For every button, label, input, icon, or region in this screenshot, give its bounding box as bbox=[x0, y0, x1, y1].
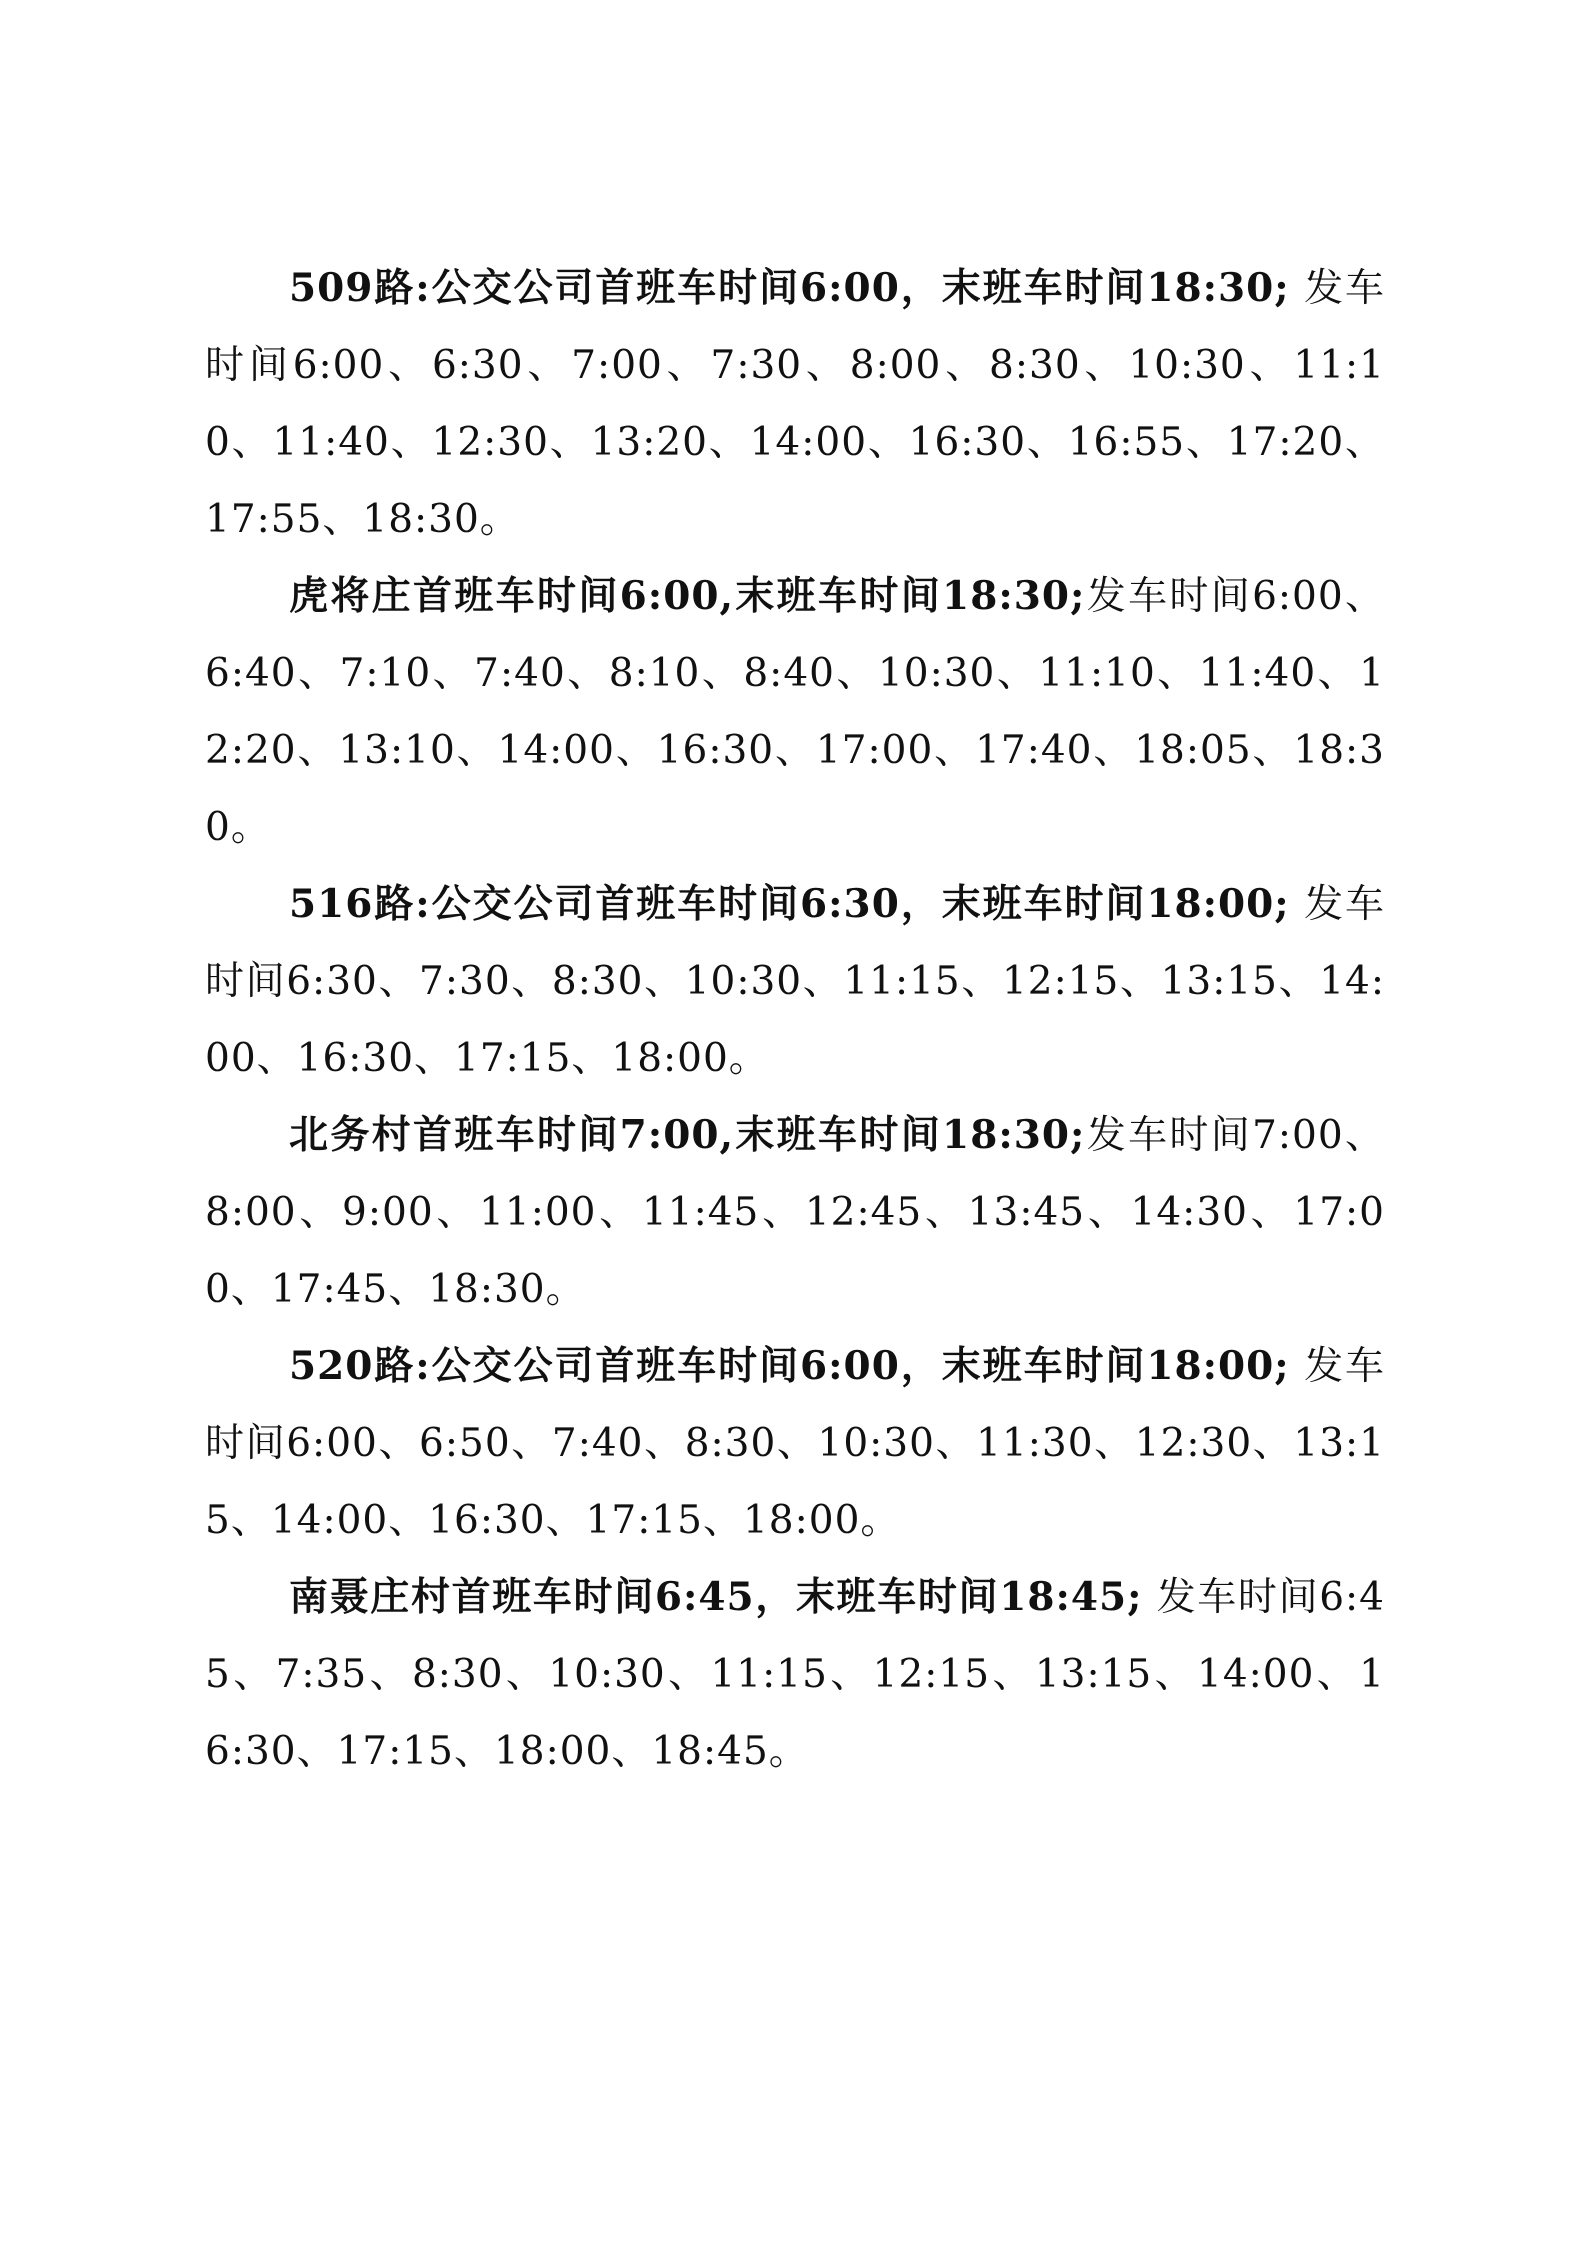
paragraph-hujiangzhuang bbox=[205, 558, 1385, 866]
paragraph-schedule: 发车时间6:00、6:30、7:00、7:30、8:00、8:30、10:30、11:10、11:40、12:30、13:20、14:00、16:30、16:55、17:20、17:55、18:30。 bbox=[205, 266, 1385, 542]
paragraph-route-516 bbox=[205, 866, 1385, 1097]
paragraph-lead: 南聂庄村首班车时间6:45，末班车时间18:45; bbox=[289, 1574, 1143, 1620]
document-body bbox=[205, 250, 1385, 1790]
paragraph-lead: 509路:公交公司首班车时间6:00，末班车时间18:30; bbox=[289, 265, 1290, 311]
paragraph-nanniezhuangcun bbox=[205, 1559, 1385, 1790]
paragraph-lead: 516路:公交公司首班车时间6:30，末班车时间18:00; bbox=[289, 881, 1290, 927]
paragraph-lead: 520路:公交公司首班车时间6:00，末班车时间18:00; bbox=[289, 1343, 1290, 1389]
paragraph-schedule: 发车时间6:00、6:40、7:10、7:40、8:10、8:40、10:30、11:10、11:40、12:20、13:10、14:00、16:30、17:00、17:40、18:05、18:30。 bbox=[205, 574, 1385, 850]
paragraph-schedule: 发车时间6:30、7:30、8:30、10:30、11:15、12:15、13:15、14:00、16:30、17:15、18:00。 bbox=[205, 882, 1385, 1081]
paragraph-route-509 bbox=[205, 250, 1385, 558]
paragraph-schedule: 发车时间7:00、8:00、9:00、11:00、11:45、12:45、13:45、14:30、17:00、17:45、18:30。 bbox=[205, 1113, 1385, 1312]
paragraph-lead: 虎将庄首班车时间6:00,末班车时间18:30; bbox=[289, 573, 1086, 619]
paragraph-beiwucun bbox=[205, 1097, 1385, 1328]
paragraph-schedule: 发车时间6:45、7:35、8:30、10:30、11:15、12:15、13:15、14:00、16:30、17:15、18:00、18:45。 bbox=[205, 1575, 1385, 1774]
paragraph-lead: 北务村首班车时间7:00,末班车时间18:30; bbox=[289, 1112, 1086, 1158]
paragraph-schedule: 发车时间6:00、6:50、7:40、8:30、10:30、11:30、12:30、13:15、14:00、16:30、17:15、18:00。 bbox=[205, 1344, 1385, 1543]
paragraph-route-520 bbox=[205, 1328, 1385, 1559]
